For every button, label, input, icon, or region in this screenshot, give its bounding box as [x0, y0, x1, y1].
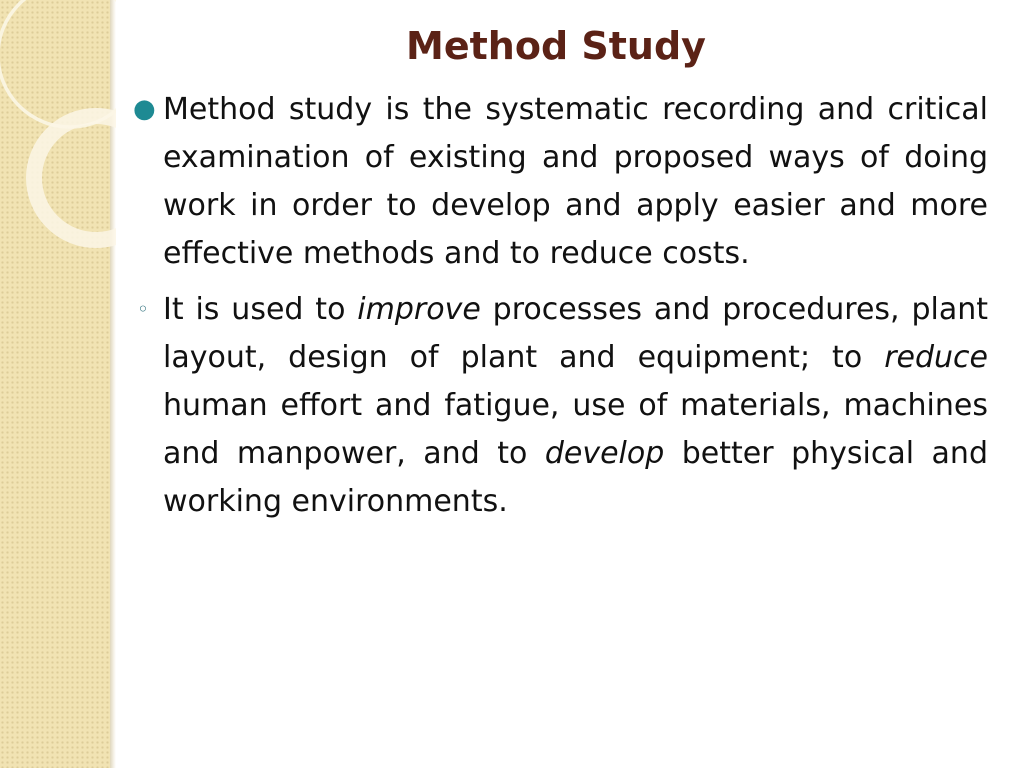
bullet-2-text-1: It is used to [163, 292, 358, 327]
slide-title: Method Study [406, 24, 706, 68]
bullet-2-text-3: human effort and fatigue, use of materials, machines and manpower, and to [163, 388, 988, 471]
bullet-2-emphasis-develop: develop [544, 436, 665, 471]
decorative-rings [0, 0, 116, 260]
decorative-ring-middle [34, 116, 116, 240]
slide-content [133, 86, 988, 526]
bullet-1-text: Method study is the systematic recording and critical examination of existing and proposed ways of doing work in order to develop and apply easier and more effective methods and to reduce costs. [163, 92, 988, 271]
bullet-2-emphasis-reduce: reduce [884, 340, 988, 375]
decorative-ring-top [0, 0, 116, 127]
bullet-item-1 [133, 86, 988, 278]
bullet-item-2 [137, 286, 988, 526]
bullet-2-text-4: better physical and working environments. [163, 436, 988, 519]
bullet-2-text-2: processes and procedures, plant layout, design of plant and equipment; to [163, 292, 988, 375]
ring-bullet-icon: ◦ [137, 297, 149, 321]
bullet-2-emphasis-improve: improve [357, 292, 481, 327]
filled-circle-bullet-icon: ● [133, 94, 156, 124]
